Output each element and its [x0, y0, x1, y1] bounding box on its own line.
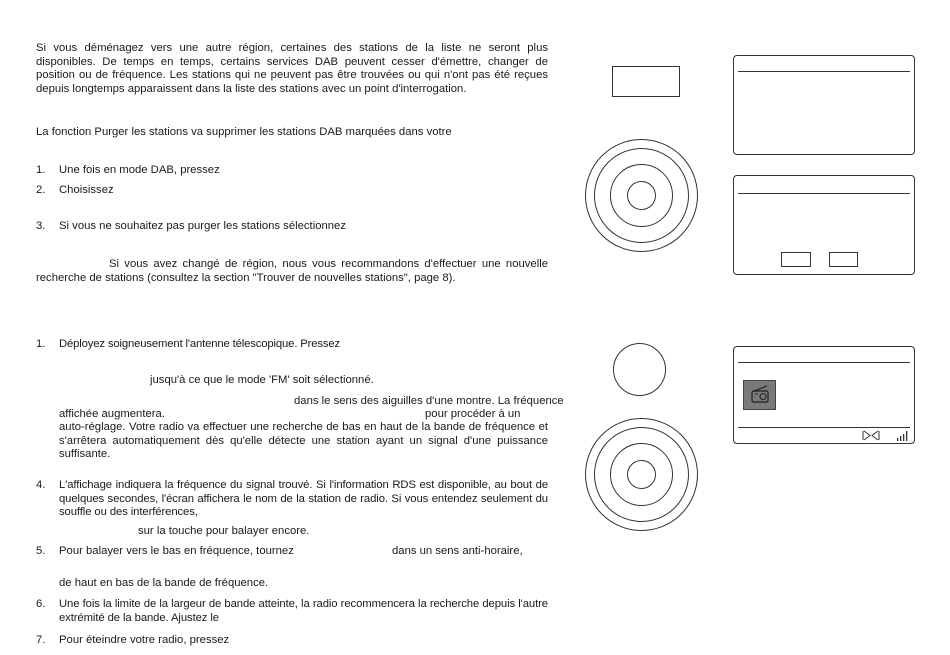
step-text: Déployez soigneusement l'antenne télescopique. Pressez: [59, 338, 341, 350]
step-text: Pour éteindre votre radio, pressez: [59, 634, 230, 646]
step-text: de haut en bas de la bande de fréquence.: [59, 577, 269, 589]
tuning-dial-center: [627, 460, 656, 489]
purge-paragraph: La fonction Purger les stations va supprimer les stations DAB marquées dans votre: [36, 126, 452, 138]
step-text: sur la touche pour balayer encore.: [138, 525, 310, 537]
step-text: Pour balayer vers le bas en fréquence, tournez: [59, 545, 294, 557]
step-number: 1.: [36, 338, 46, 350]
step-text: pour procéder à un: [425, 408, 521, 420]
step-text: affichée augmentera.: [59, 408, 165, 420]
region-note: Si vous avez changé de région, nous vous recommandons d'effectuer une nouvelle recherche de stations (consultez la section "Trouver de nouvelles stations", page 8).: [36, 258, 548, 284]
step-text: Une fois la limite de la largeur de bande atteinte, la radio recommencera la recherche depuis l'autre extrémité de la bande. Ajustez le: [59, 598, 548, 624]
step-text: jusqu'à ce que le mode 'FM' soit sélectionné.: [150, 374, 374, 386]
step-number: 4.: [36, 479, 46, 491]
step-text: dans un sens anti-horaire,: [392, 545, 523, 557]
menu-button-illustration: [612, 66, 680, 97]
display-screen-prune-confirm: [733, 175, 915, 275]
step-number: 2.: [36, 184, 46, 196]
step-text: Une fois en mode DAB, pressez: [59, 164, 220, 176]
mode-button-illustration: [613, 343, 666, 396]
display-screen-prune-menu: [733, 55, 915, 155]
step-number: 3.: [36, 220, 46, 232]
confirm-option-no: [781, 252, 811, 267]
display-divider: [738, 193, 910, 194]
stereo-icon: [862, 430, 880, 441]
intro-paragraph: Si vous déménagez vers une autre région, certaines des stations de la liste ne seront plus disponibles. De temps en temps, certains services DAB peuvent cesser d'émettre, changer de position ou de fréquence. Les stations qui ne peuvent pas être trouvées ou qui n'ont pas été reçues depuis longtemps apparaissent dans la liste des stations avec un point d'interrogation.: [36, 42, 548, 95]
step-text: Choisissez: [59, 184, 114, 196]
step-text: Si vous ne souhaitez pas purger les stations sélectionnez: [59, 220, 346, 232]
signal-icon: [897, 431, 909, 441]
step-number: 5.: [36, 545, 46, 557]
display-status-divider: [738, 427, 910, 428]
confirm-option-yes: [829, 252, 858, 267]
step-text: auto-réglage. Votre radio va effectuer une recherche de bas en haut de la bande de fréquence et s'arrêtera automatiquement dès qu'elle détecte une station ayant un signal d'une puissance suffisante.: [59, 421, 548, 461]
tuning-dial-center: [627, 181, 656, 210]
step-number: 1.: [36, 164, 46, 176]
step-text: dans le sens des aiguilles d'une montre. La fréquence: [294, 395, 564, 407]
step-number: 6.: [36, 598, 46, 610]
step-number: 7.: [36, 634, 46, 646]
radio-icon: [743, 380, 776, 410]
display-divider: [738, 71, 910, 72]
display-divider: [738, 362, 910, 363]
step-text: L'affichage indiquera la fréquence du signal trouvé. Si l'information RDS est disponible, au bout de quelques secondes, l'écran affichera le nom de la station de radio. Si vous entendez seulement du souffle ou des interférences,: [59, 479, 548, 519]
